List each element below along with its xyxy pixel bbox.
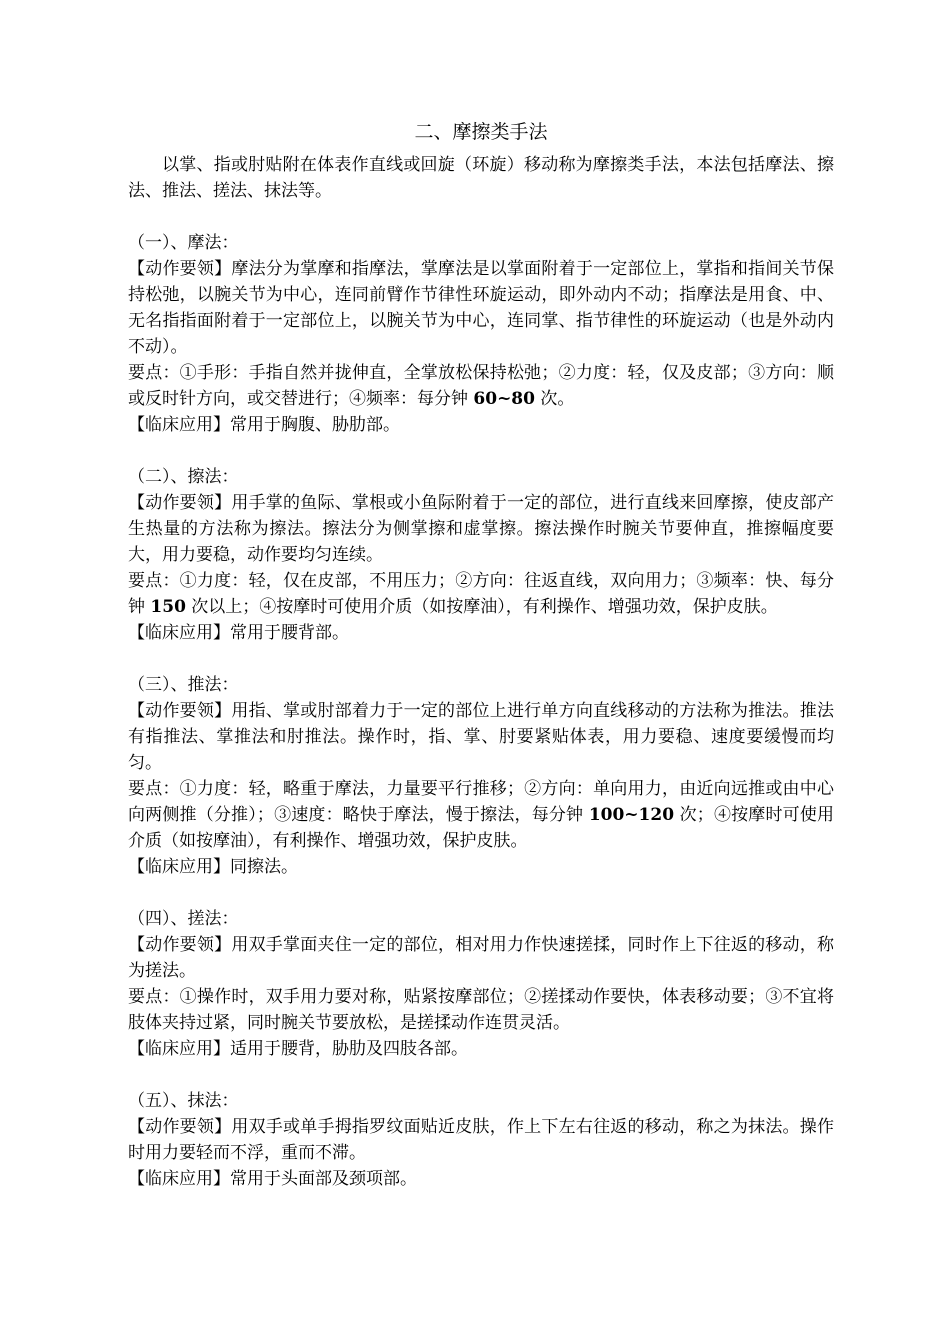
clinical-application [128, 620, 834, 646]
document-title: 二、摩擦类手法 [414, 121, 548, 143]
clinical-application [128, 854, 834, 880]
section-ca-fa [128, 464, 834, 646]
section-heading: （四）、搓法： [128, 909, 239, 929]
action-essentials [128, 490, 834, 568]
key-points-text: 要点：①操作时，双手用力要对称，贴紧按摩部位；②搓揉动作要快，体表移动要；③不宜将肢体夹持过紧，同时腕关节要放松，是搓揉动作连贯灵活。 [128, 987, 834, 1033]
key-points-text-end: 次。 [534, 389, 575, 409]
intro-paragraph: 以掌、指或肘贴附在体表作直线或回旋（环旋）移动称为摩擦类手法，本法包括摩法、擦法、推法、搓法、抹法等。 [128, 155, 834, 201]
action-text: 用双手或单手拇指罗纹面贴近皮肤，作上下左右往返的移动，称之为抹法。操作时用力要轻而不浮，重而不滞。 [128, 1117, 835, 1163]
section-heading: （一）、摩法： [128, 233, 239, 253]
clinical-application [128, 1166, 834, 1192]
key-points [128, 568, 834, 620]
clinical-text: 常用于胸腹、胁肋部。 [230, 415, 400, 435]
action-text: 用指、掌或肘部着力于一定的部位上进行单方向直线移动的方法称为推法。推法有指推法、掌推法和肘推法。操作时，指、掌、肘要紧贴体表，用力要稳、速度要缓慢而均匀。 [128, 701, 835, 773]
key-points-text: 要点：①力度：轻，略重于摩法，力量要平行推移；②方向：单向用力，由近向远推或由中心向两侧推（分推）；③速度：略快于摩法，慢于擦法，每分钟 [128, 779, 834, 825]
key-points-text-end: 次以上；④按摩时可使用介质（如按摩油），有利操作、增强功效，保护皮肤。 [185, 597, 778, 617]
action-label: 【动作要领】 [128, 935, 232, 955]
action-label: 【动作要领】 [128, 701, 232, 721]
clinical-label: 【临床应用】 [128, 857, 230, 877]
action-essentials [128, 932, 834, 984]
clinical-text: 常用于腰背部。 [230, 623, 349, 643]
key-points [128, 776, 834, 854]
section-mo-fa-wipe [128, 1088, 834, 1192]
key-points-text: 要点：①力度：轻，仅在皮部，不用压力；②方向：往返直线，双向用力；③频率：快、每分钟 [128, 571, 834, 617]
action-essentials [128, 698, 834, 776]
clinical-text: 常用于头面部及颈项部。 [230, 1169, 417, 1189]
action-label: 【动作要领】 [128, 1117, 232, 1137]
section-tui-fa [128, 672, 834, 880]
clinical-application [128, 412, 834, 438]
action-essentials [128, 1114, 834, 1166]
action-text: 用手掌的鱼际、掌根或小鱼际附着于一定的部位，进行直线来回摩擦，使皮部产生热量的方法称为擦法。擦法分为侧掌擦和虚掌擦。擦法操作时腕关节要伸直，推擦幅度要大，用力要稳，动作要均匀连续。 [128, 493, 835, 565]
clinical-label: 【临床应用】 [128, 623, 230, 643]
clinical-application [128, 1036, 834, 1062]
document-body [128, 118, 834, 1192]
section-heading: （五）、抹法： [128, 1091, 239, 1111]
clinical-text: 同擦法。 [230, 857, 298, 877]
key-points-frequency: 150 [150, 597, 186, 617]
section-heading: （二）、擦法： [128, 467, 239, 487]
key-points-text: 要点：①手形：手指自然并拢伸直，全掌放松保持松弛；②力度：轻，仅及皮部；③方向：顺或反时针方向，或交替进行；④频率：每分钟 [128, 363, 834, 409]
clinical-label: 【临床应用】 [128, 1039, 230, 1059]
section-heading: （三）、推法： [128, 675, 239, 695]
section-mo-fa [128, 230, 834, 438]
key-points-text-end: 次；④按摩时可使用介质（如按摩油），有利操作、增强功效，保护皮肤。 [128, 805, 835, 851]
key-points [128, 984, 834, 1036]
key-points-frequency: 60~80 [473, 389, 535, 409]
key-points-frequency: 100~120 [588, 805, 675, 825]
key-points [128, 360, 834, 412]
clinical-label: 【临床应用】 [128, 1169, 230, 1189]
section-cuo-fa [128, 906, 834, 1062]
action-text: 用双手掌面夹住一定的部位，相对用力作快速搓揉，同时作上下往返的移动，称为搓法。 [128, 935, 835, 981]
clinical-label: 【临床应用】 [128, 415, 230, 435]
clinical-text: 适用于腰背，胁肋及四肢各部。 [230, 1039, 468, 1059]
action-text: 摩法分为掌摩和指摩法，掌摩法是以掌面附着于一定部位上，掌指和指间关节保持松弛，以腕关节为中心，连同前臂作节律性环旋运动，即外动内不动；指摩法是用食、中、无名指指面附着于一定部位上，以腕关节为中心，连同掌、指节律性的环旋运动（也是外动内不动）。 [128, 259, 835, 357]
action-label: 【动作要领】 [128, 259, 232, 279]
action-essentials [128, 256, 834, 360]
action-label: 【动作要领】 [128, 493, 232, 513]
